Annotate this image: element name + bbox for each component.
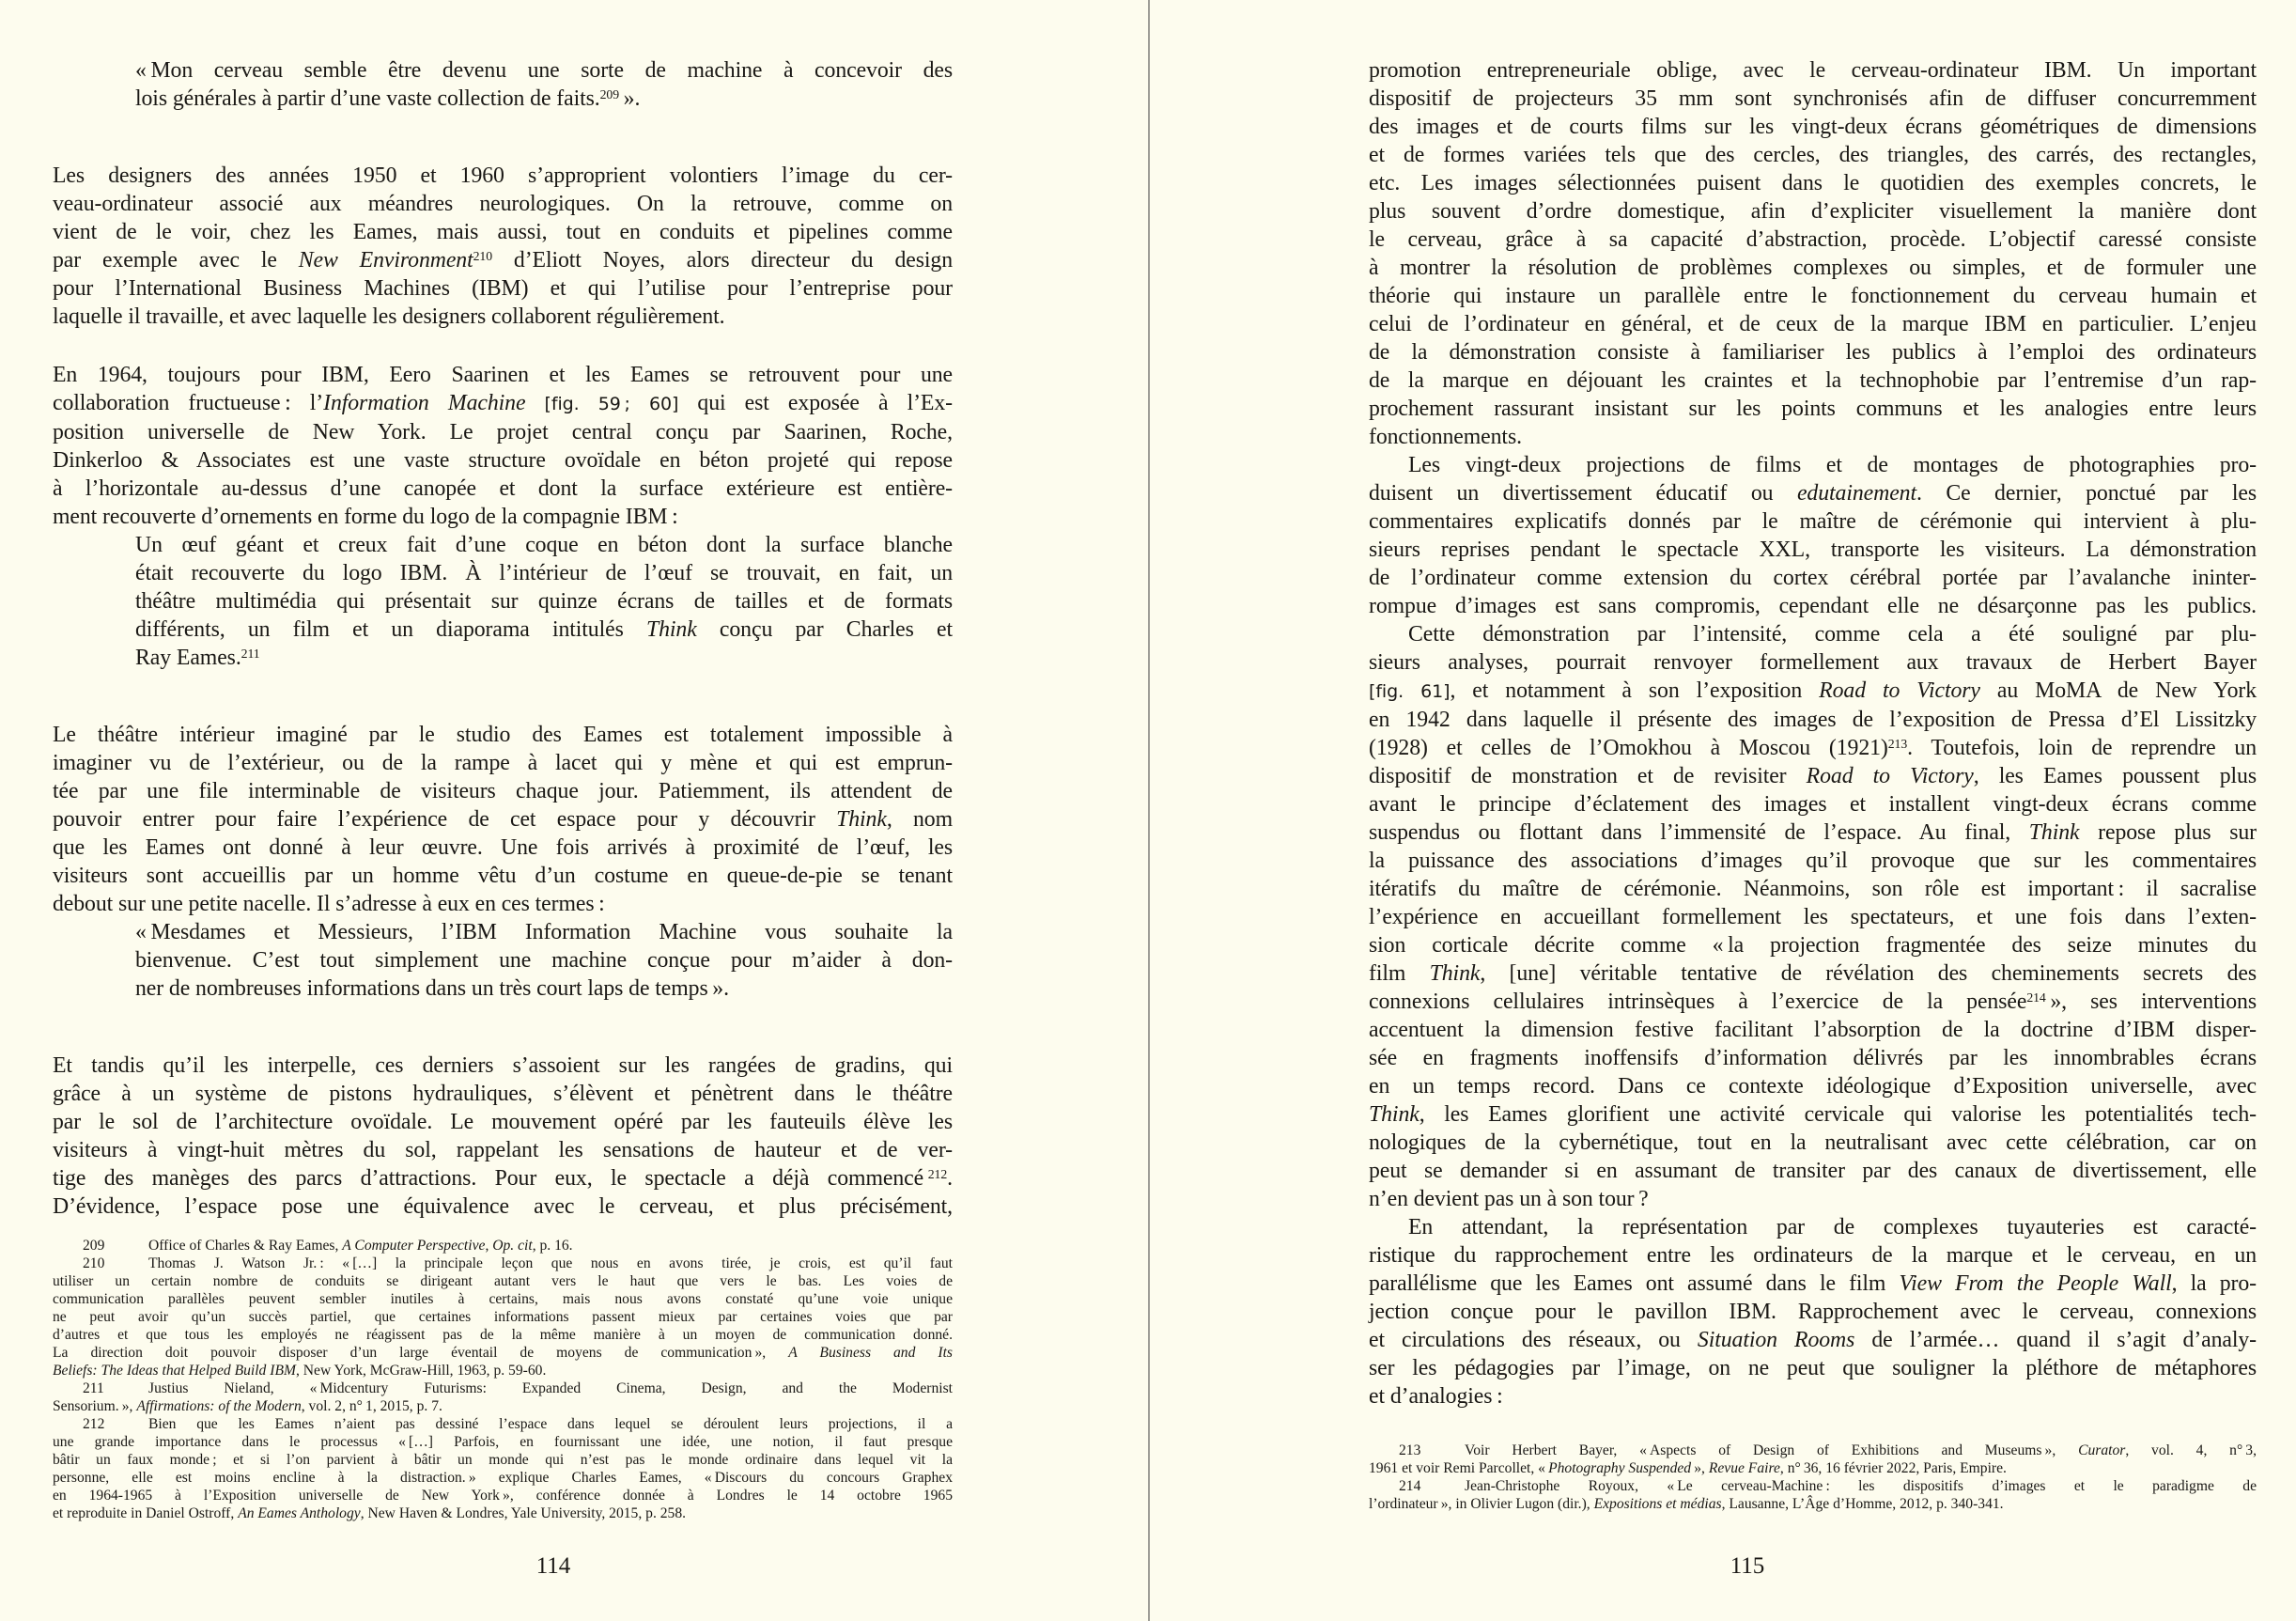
text-line: sée en fragments inoffensifs d’information délivrés par les innombrables écrans — [1369, 1046, 2257, 1070]
text-line: rompue d’images est sans compromis, cependant elle ne désarçonne pas les publics. — [1369, 594, 2257, 618]
text-line: film Think, [une] véritable tentative de révélation des cheminements secrets des — [1369, 961, 2257, 986]
text-line: utiliser un certain nombre de conduits se dirigeant autant vers le haut que vers le bas. Les voies de — [53, 1273, 953, 1289]
text-line: plus souvent d’ordre domestique, afin d’expliciter visuellement la manière dont — [1369, 199, 2257, 224]
text-line: pour l’International Business Machines (IBM) et qui l’utilise pour l’entreprise pour — [53, 276, 953, 301]
text-line: peut se demander si en assumant de transiter par des canaux de divertissement, elle — [1369, 1159, 2257, 1183]
text-line: l’ordinateur », in Olivier Lugon (dir.), Expositions et médias, Lausanne, L’Âge d’Homme, 2012, p. 340-341. — [1369, 1496, 2004, 1512]
text-line: connexions cellulaires intrinsèques à l’exercice de la pensée$^{214}$ », ses interventions — [1369, 990, 2257, 1014]
page-number: 114 — [535, 1553, 571, 1579]
page-number: 115 — [1730, 1553, 1765, 1579]
text-line: à l’horizontale au-dessus d’une canopée et dont la surface extérieure est entière- — [53, 476, 953, 501]
text-line: Et tandis qu’il les interpelle, ces derniers s’assoient sur les rangées de gradins, qui — [53, 1053, 953, 1078]
text-line: celui de l’ordinateur en général, et de ceux de la marque IBM en particulier. L’enjeu — [1369, 312, 2257, 336]
text-line: collaboration fructueuse : l’Information Machine [fig. 59 ; 60] qui est exposée à l’Ex- — [53, 391, 953, 415]
text-line: Un œuf géant et creux fait d’une coque en béton dont la surface blanche — [135, 533, 953, 557]
text-line: était recouverte du logo IBM. À l’intérieur de l’œuf se trouvait, en fait, un — [135, 561, 953, 585]
footnote-ref: 214 — [2026, 990, 2046, 1005]
text-line: 211 Justius Nieland, « Midcentury Futurisms: Expanded Cinema, Design, and the Modernist — [53, 1379, 953, 1397]
footnote — [53, 1255, 953, 1379]
text-line: bienvenue. C’est tout simplement une machine conçue pour m’aider à don- — [135, 948, 953, 973]
block-quote — [53, 918, 953, 1003]
text-line: et reproduite in Daniel Ostroff, An Eames Anthology, New Haven & Londres, Yale University, 2015, p. 258. — [53, 1505, 687, 1521]
text-line: communication parallèles peuvent sembler inutiles à certains, mais nous avons constaté qu’une voie unique — [53, 1291, 953, 1307]
text-line: 214 Jean-Christophe Royoux, « Le cerveau-Machine : les dispositifs d’images et le paradigme de — [1369, 1477, 2257, 1495]
text-line: D’évidence, l’espace pose une équivalence avec le cerveau, et plus précisément, — [53, 1194, 953, 1219]
text-line: théorie qui instaure un parallèle entre le fonctionnement du cerveau humain et — [1369, 284, 2257, 308]
text-line: bâtir un faux monde ; et si l’on parvient à bâtir un monde qui n’est pas le monde ordinaire dans lequel vit la — [53, 1452, 953, 1468]
footnote — [1369, 1442, 2257, 1477]
text-line: 209 Office of Charles & Ray Eames, A Computer Perspective, Op. cit, p. 16. — [53, 1237, 953, 1255]
text-line: par exemple avec le New Environment$^{210}$ d’Eliott Noyes, alors directeur du design — [53, 248, 954, 273]
text-line: de la marque en déjouant les craintes et la technophobie par l’entremise d’un rap- — [1369, 368, 2257, 393]
text-line: visiteurs sont accueillis par un homme vêtu d’un costume en queue-de-pie se tenant — [53, 864, 953, 888]
footnote-number: 211 — [83, 1380, 104, 1396]
text-line: que les Eames ont donné à leur œuvre. Une fois arrivés à proximité de l’œuf, les — [53, 835, 953, 860]
text-line: duisent un divertissement éducatif ou edutainement. Ce dernier, ponctué par les — [1369, 481, 2257, 506]
text-line: (1928) et celles de l’Omokhou à Moscou $(1921)^{213}$. Toutefois, loin de reprendre un — [1369, 736, 2257, 760]
text-line: personne, elle est moins encline à la distraction. » explique Charles Eames, « Discours du concours Graphex — [53, 1470, 953, 1486]
text-line: position universelle de New York. Le projet central conçu par Saarinen, Roche, — [53, 420, 953, 444]
text-line: d’autres et que tous les employés ne réagissent pas de la même manière à un moyen de communication donné. — [53, 1327, 953, 1343]
text-line: Think, les Eames glorifient une activité cervicale qui valorise les potentialités tech- — [1369, 1102, 2257, 1127]
text-line: théâtre multimédia qui présentait sur quinze écrans de tailles et de formats — [135, 589, 953, 614]
text-line: promotion entrepreneuriale oblige, avec le cerveau-ordinateur IBM. Un important — [1369, 58, 2257, 83]
text-line: tige des manèges des parcs d’attractions. Pour eux, le spectacle a déjà commencé $^{212}$. — [53, 1166, 953, 1191]
text-line: ner de nombreuses informations dans un très court laps de temps ». — [135, 976, 729, 1001]
text-line: et d’analogies : — [1369, 1384, 1503, 1409]
text-line: en 1942 dans laquelle il présente des images de l’exposition de Pressa d’El Lissitzky — [1369, 708, 2257, 732]
footnote-number: 209 — [83, 1238, 105, 1254]
text-line: 1961 et voir Remi Parcollet, « Photography Suspended », Revue Faire, n° 36, 16 février 2022, Paris, Empire. — [1369, 1460, 2007, 1476]
text-line: tée par une file interminable de visiteurs chaque jour. Patiemment, ils attendent de — [53, 779, 953, 803]
text-line: Beliefs: The Ideas that Helped Build IBM, New York, McGraw-Hill, 1963, p. 59-60. — [53, 1363, 547, 1379]
text-line: jection conçue pour le pavillon IBM. Rapprochement avec le cerveau, connexions — [1369, 1300, 2257, 1324]
paragraph — [1369, 56, 2257, 451]
block-quote — [53, 56, 953, 113]
text-line: de la démonstration consiste à familiariser les publics à l’emploi des ordinateurs — [1369, 340, 2257, 365]
text-line: n’en devient pas un à son tour ? — [1369, 1187, 1649, 1211]
text-line: itératifs du maître de cérémonie. Néanmoins, son rôle est important : il sacralise — [1369, 877, 2257, 901]
page-gutter-divider — [1148, 0, 1150, 1621]
page-114-body — [53, 56, 953, 1522]
text-line: La direction doit pouvoir disposer d’un large éventail de moyens de communication », A Business and Its — [53, 1345, 953, 1361]
text-line: sion corticale décrite comme « la projection fragmentée des seize minutes du — [1369, 933, 2257, 958]
text-line: différents, un film et un diaporama intitulés Think conçu par Charles et — [135, 617, 953, 642]
footnote-ref: 210 — [473, 249, 493, 264]
text-line: lois générales à partir d’une vaste collection de faits.$^{209}$ ». — [135, 86, 641, 111]
figure-reference: [fig. 59 ; 60] — [544, 394, 679, 414]
text-line: Sensorium. », Affirmations: of the Modern, vol. 2, n° 1, 2015, p. 7. — [53, 1398, 442, 1414]
text-line: 212 Bien que les Eames n’aient pas dessiné l’espace dans lequel se déroulent leurs projections, il a — [53, 1415, 953, 1433]
text-line: ristique du rapprochement entre les ordinateurs de la marque et le cerveau, en un — [1369, 1243, 2257, 1268]
footnote — [53, 1415, 953, 1522]
paragraph — [1369, 620, 2257, 1213]
text-line: Ray Eames.$^{211}$ — [135, 646, 260, 670]
text-line: imaginer vu de l’extérieur, ou de la rampe à lacet qui y mène et qui est emprun- — [53, 751, 953, 775]
text-line: debout sur une petite nacelle. Il s’adresse à eux en ces termes : — [53, 892, 605, 916]
paragraph — [1369, 451, 2257, 620]
text-line: et de formes variées tels que des cercles, des triangles, des carrés, des rectangles, — [1369, 143, 2257, 167]
text-line: visiteurs à vingt-huit mètres du sol, rappelant les sensations de hauteur et de ver- — [53, 1138, 953, 1162]
footnote-ref: 212 — [927, 1167, 948, 1182]
text-line: et circulations des réseaux, ou Situation Rooms de l’armée… quand il s’agit d’analy- — [1369, 1328, 2257, 1352]
text-line: à montrer la résolution de problèmes complexes ou simples, et de formuler une — [1369, 256, 2257, 280]
text-line: ne peut avoir qu’un succès partiel, que certaines informations passent mieux par certaines voies que par — [53, 1309, 953, 1325]
text-line: etc. Les images sélectionnées puisent dans le quotidien des exemples concrets, le — [1369, 171, 2257, 195]
text-line: dispositif de projecteurs 35 mm sont synchronisés afin de diffuser concurremment — [1369, 86, 2257, 111]
footnote — [1369, 1477, 2257, 1513]
text-line: sieurs reprises pendant le spectacle XXL, transporte les visiteurs. La démonstration — [1369, 538, 2257, 562]
text-line: prochement rassurant insistant sur les points communs et les analogies entre leurs — [1369, 397, 2257, 421]
text-line: commentaires explicatifs donnés par le maître de cérémonie qui intervient à plu- — [1369, 509, 2257, 534]
footnote-ref: 211 — [240, 647, 260, 662]
text-line: [fig. 61], et notamment à son l’exposition Road to Victory au MoMA de New York — [1369, 678, 2257, 703]
footnote-number: 214 — [1399, 1478, 1421, 1494]
text-line: ment recouverte d’ornements en forme du logo de la compagnie IBM : — [53, 505, 678, 529]
text-line: veau-ordinateur associé aux méandres neurologiques. On la retrouve, comme on — [53, 192, 953, 216]
text-line: Dinkerloo & Associates est une vaste structure ovoïdale en béton projeté qui repose — [53, 448, 953, 473]
text-line: une grande importance dans le processus « […] Parfois, en fournissant une idée, une notion, il faut presque — [53, 1434, 953, 1450]
footnote-number: 213 — [1399, 1442, 1421, 1458]
page-115-body — [1369, 56, 2257, 1513]
footnote-number: 210 — [83, 1255, 105, 1271]
footnote — [53, 1379, 953, 1415]
text-line: l’expérience en accueillant formellement les spectateurs, et une fois dans l’exten- — [1369, 905, 2257, 929]
text-line: Le théâtre intérieur imaginé par le studio des Eames est totalement impossible à — [53, 723, 953, 747]
text-line: accentuent la dimension festive facilitant l’absorption de la doctrine d’IBM disper- — [1369, 1018, 2257, 1042]
footnote-ref: 209 — [599, 87, 620, 102]
text-line: vient de le voir, chez les Eames, mais aussi, tout en conduits et pipelines comme — [53, 220, 953, 244]
text-line: En attendant, la représentation par de complexes tuyauteries est caracté- — [1408, 1215, 2257, 1239]
text-line: « Mesdames et Messieurs, l’IBM Information Machine vous souhaite la — [135, 920, 953, 944]
figure-reference: [fig. 61] — [1369, 681, 1451, 702]
text-line: Les vingt-deux projections de films et de montages de photographies pro- — [1408, 453, 2257, 477]
text-line: fonctionnements. — [1369, 425, 1522, 449]
text-line: suspendus ou flottant dans l’immensité de l’espace. Au final, Think repose plus sur — [1369, 820, 2257, 845]
text-line: la puissance des associations d’images qu’il provoque que sur les commentaires — [1369, 849, 2257, 873]
text-line: sieurs analyses, pourrait renvoyer formellement aux travaux de Herbert Bayer — [1369, 650, 2257, 675]
text-line: avant le principe d’éclatement des images et installent vingt-deux écrans comme — [1369, 792, 2257, 817]
text-line: grâce à un système de pistons hydrauliques, s’élèvent et pénètrent dans le théâtre — [53, 1082, 953, 1106]
text-line: « Mon cerveau semble être devenu une sorte de machine à concevoir des — [135, 58, 953, 83]
paragraph — [53, 721, 953, 918]
text-line: laquelle il travaille, et avec laquelle les designers collaborent régulièrement. — [53, 304, 725, 329]
footnote-number: 212 — [83, 1416, 105, 1432]
text-line: pouvoir entrer pour faire l’expérience de cet espace pour y découvrir Think, nom — [53, 807, 953, 832]
footnote-ref: 213 — [1887, 737, 1908, 752]
text-line: dispositif de monstration et de revisiter Road to Victory, les Eames poussent plus — [1369, 764, 2257, 788]
text-line: en un temps record. Dans ce contexte idéologique d’Exposition universelle, avec — [1369, 1074, 2257, 1099]
text-line: En 1964, toujours pour IBM, Eero Saarinen et les Eames se retrouvent pour une — [53, 363, 953, 387]
text-line: le cerveau, grâce à sa capacité d’abstraction, procède. L’objectif caressé consiste — [1369, 227, 2257, 252]
text-line: Cette démonstration par l’intensité, comme cela a été souligné par plu- — [1408, 622, 2257, 647]
block-quote — [53, 531, 953, 672]
text-line: parallélisme que les Eames ont assumé dans le film View From the People Wall, la pro- — [1369, 1271, 2257, 1296]
text-line: par le sol de l’architecture ovoïdale. Le mouvement opéré par les fauteuils élève les — [53, 1110, 953, 1134]
text-line: des images et de courts films sur les vingt-deux écrans géométriques de dimensions — [1369, 115, 2257, 139]
paragraph — [53, 1052, 953, 1221]
text-line: Les designers des années 1950 et 1960 s’approprient volontiers l’image du cer- — [53, 164, 953, 188]
text-line: 213 Voir Herbert Bayer, « Aspects of Design of Exhibitions and Museums », Curator, vol. 4, n° 3, — [1369, 1442, 2257, 1459]
text-line: 210 Thomas J. Watson Jr. : « […] la principale leçon que nous en avons tirée, je crois, est qu’il faut — [53, 1255, 953, 1272]
paragraph — [1369, 1213, 2257, 1411]
paragraph — [53, 361, 953, 531]
text-line: de l’ordinateur comme extension du cortex cérébral portée par l’avalanche ininter- — [1369, 566, 2257, 590]
footnote — [53, 1237, 953, 1255]
text-line: en 1964-1965 à l’Exposition universelle de New York », conférence donnée à Londres le 14 octobre 1965 — [53, 1488, 953, 1504]
text-line: ser les pédagogies par l’image, on ne peut que souligner la pléthore de métaphores — [1369, 1356, 2257, 1380]
text-line: nologiques de la cybernétique, tout en la neutralisant avec cette célébration, car on — [1369, 1130, 2257, 1155]
paragraph — [53, 162, 953, 331]
